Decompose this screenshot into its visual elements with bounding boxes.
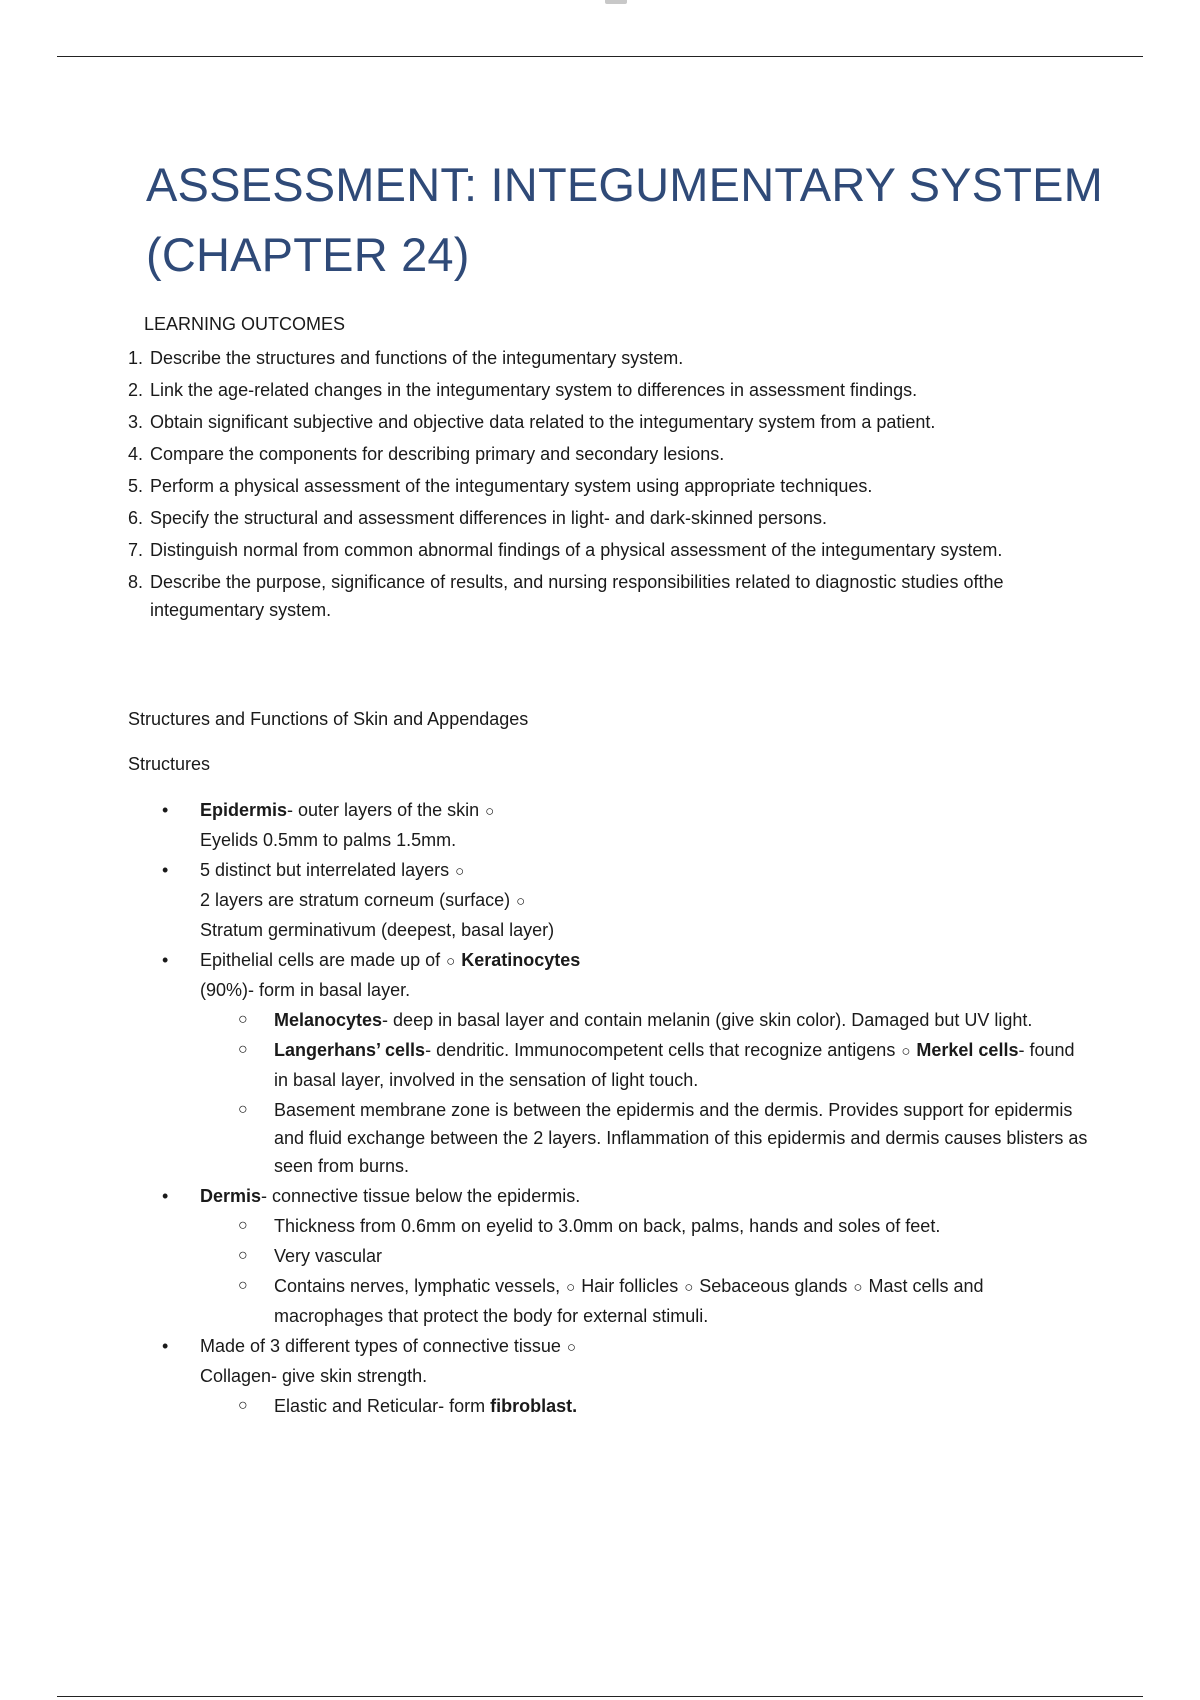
bullet-icon: • (162, 1186, 169, 1206)
hollow-bullet-icon: ○ (446, 953, 456, 970)
hollow-bullet-icon: ○ (853, 1279, 863, 1296)
elastic-text: Elastic and Reticular- form (274, 1396, 486, 1416)
basement-text: Basement membrane zone is between the epidermis and the dermis. Provides support for epidermis and fluid exchange between the 2 layers. Inflammation of this epidermis and dermis causes blisters as seen from burns. (274, 1100, 1088, 1176)
contains-text-b: Hair follicles (581, 1276, 679, 1296)
bullet-icon: • (162, 860, 169, 880)
epithelial-tail: (90%)- form in basal layer. (200, 980, 411, 1000)
term-keratinocytes: Keratinocytes (461, 950, 581, 970)
list-number: 1. (128, 348, 144, 368)
layers-text-b: 2 layers are stratum corneum (surface) (200, 890, 511, 910)
list-item (128, 376, 1088, 404)
scroll-indicator (605, 0, 627, 4)
learning-outcomes-list (128, 344, 1088, 628)
vascular-text: Very vascular (274, 1246, 383, 1266)
list-item (128, 472, 1088, 500)
hollow-bullet-icon: ○ (566, 1279, 576, 1296)
epidermis-desc: - outer layers of the skin (287, 800, 480, 820)
layers-text-a: 5 distinct but interrelated layers (200, 860, 450, 880)
term-fibroblast: fibroblast. (490, 1396, 578, 1416)
bullet-icon: • (162, 950, 169, 970)
sub-bullet-langerhans (128, 1036, 1088, 1094)
document-title: ASSESSMENT: INTEGUMENTARY SYSTEM (CHAPTER 24) (146, 158, 1104, 281)
bullet-icon: • (162, 1336, 169, 1356)
thickness-text: Thickness from 0.6mm on eyelid to 3.0mm on back, palms, hands and soles of feet. (274, 1216, 941, 1236)
hollow-bullet-icon: ○ (238, 1101, 248, 1118)
list-item-text: Link the age-related changes in the integumentary system to differences in assessment findings. (150, 380, 918, 400)
hollow-bullet-icon: ○ (238, 1247, 248, 1264)
bullet-icon: • (162, 800, 169, 820)
hollow-bullet-icon: ○ (516, 893, 526, 910)
bullet-epidermis (128, 796, 1088, 854)
bullet-connective (128, 1332, 1088, 1390)
term-epidermis: Epidermis (200, 800, 288, 820)
connective-tail: Collagen- give skin strength. (200, 1366, 428, 1386)
bullet-epithelial (128, 946, 1088, 1004)
section-heading: Structures and Functions of Skin and Appendages (128, 709, 529, 729)
list-number: 5. (128, 476, 144, 496)
list-number: 7. (128, 540, 144, 560)
merkel-desc: - found in basal layer, involved in the sensation of light touch. (274, 1040, 1075, 1090)
sub-bullet-thickness (128, 1212, 1088, 1240)
contains-text-d: Mast cells and macrophages that protect the body for external stimuli. (274, 1276, 984, 1326)
list-number: 3. (128, 412, 144, 432)
langerhans-desc: - dendritic. Immunocompetent cells that recognize antigens (425, 1040, 896, 1060)
hollow-bullet-icon: ○ (238, 1217, 248, 1234)
section-subheading: Structures (128, 754, 211, 774)
hollow-bullet-icon: ○ (901, 1043, 911, 1060)
structures-content (128, 796, 1088, 1422)
learning-outcomes-heading: LEARNING OUTCOMES (144, 314, 346, 334)
list-item-text: Specify the structural and assessment differences in light- and dark-skinned persons. (150, 508, 828, 528)
list-number: 8. (128, 572, 144, 592)
hollow-bullet-icon: ○ (238, 1011, 248, 1028)
bullet-layers (128, 856, 1088, 944)
hollow-bullet-icon: ○ (238, 1277, 248, 1294)
epithelial-text: Epithelial cells are made up of (200, 950, 441, 970)
melanocytes-desc: - deep in basal layer and contain melanin (give skin color). Damaged but UV light. (382, 1010, 1033, 1030)
epidermis-tail: Eyelids 0.5mm to palms 1.5mm. (200, 830, 457, 850)
contains-text-c: Sebaceous glands (699, 1276, 848, 1296)
list-item-text: Perform a physical assessment of the integumentary system using appropriate techniques. (150, 476, 873, 496)
list-item-text: Compare the components for describing primary and secondary lesions. (150, 444, 725, 464)
bullet-dermis (128, 1182, 1088, 1210)
contains-text-a: Contains nerves, lymphatic vessels, (274, 1276, 561, 1296)
term-dermis: Dermis (200, 1186, 262, 1206)
layers-text-c: Stratum germinativum (deepest, basal layer) (200, 920, 555, 940)
term-langerhans: Langerhans’ cells (274, 1040, 426, 1060)
connective-text: Made of 3 different types of connective tissue (200, 1336, 561, 1356)
hollow-bullet-icon: ○ (684, 1279, 694, 1296)
bottom-rule (57, 1696, 1143, 1697)
list-item (128, 568, 1088, 624)
sub-bullet-basement (128, 1096, 1088, 1180)
hollow-bullet-icon: ○ (566, 1339, 576, 1356)
list-item (128, 504, 1088, 532)
hollow-bullet-icon: ○ (485, 803, 495, 820)
hollow-bullet-icon: ○ (238, 1397, 248, 1414)
top-rule (57, 56, 1143, 57)
list-item-text: Distinguish normal from common abnormal findings of a physical assessment of the integumentary system. (150, 540, 1003, 560)
hollow-bullet-icon: ○ (238, 1041, 248, 1058)
list-item (128, 440, 1088, 468)
hollow-bullet-icon: ○ (455, 863, 465, 880)
list-number: 2. (128, 380, 144, 400)
term-merkel: Merkel cells (916, 1040, 1019, 1060)
sub-bullet-elastic (128, 1392, 1088, 1420)
list-item (128, 344, 1088, 372)
list-number: 6. (128, 508, 144, 528)
dermis-desc: - connective tissue below the epidermis. (261, 1186, 581, 1206)
list-item-text: Describe the purpose, significance of results, and nursing responsibilities related to diagnostic studies ofthe integumentary system. (150, 572, 1004, 620)
term-melanocytes: Melanocytes (274, 1010, 383, 1030)
sub-bullet-melanocytes (128, 1006, 1088, 1034)
list-item (128, 536, 1088, 564)
list-number: 4. (128, 444, 144, 464)
sub-bullet-contains (128, 1272, 1088, 1330)
list-item-text: Describe the structures and functions of the integumentary system. (150, 348, 684, 368)
sub-bullet-vascular (128, 1242, 1088, 1270)
list-item-text: Obtain significant subjective and objective data related to the integumentary system from a patient. (150, 412, 936, 432)
list-item (128, 408, 1088, 436)
